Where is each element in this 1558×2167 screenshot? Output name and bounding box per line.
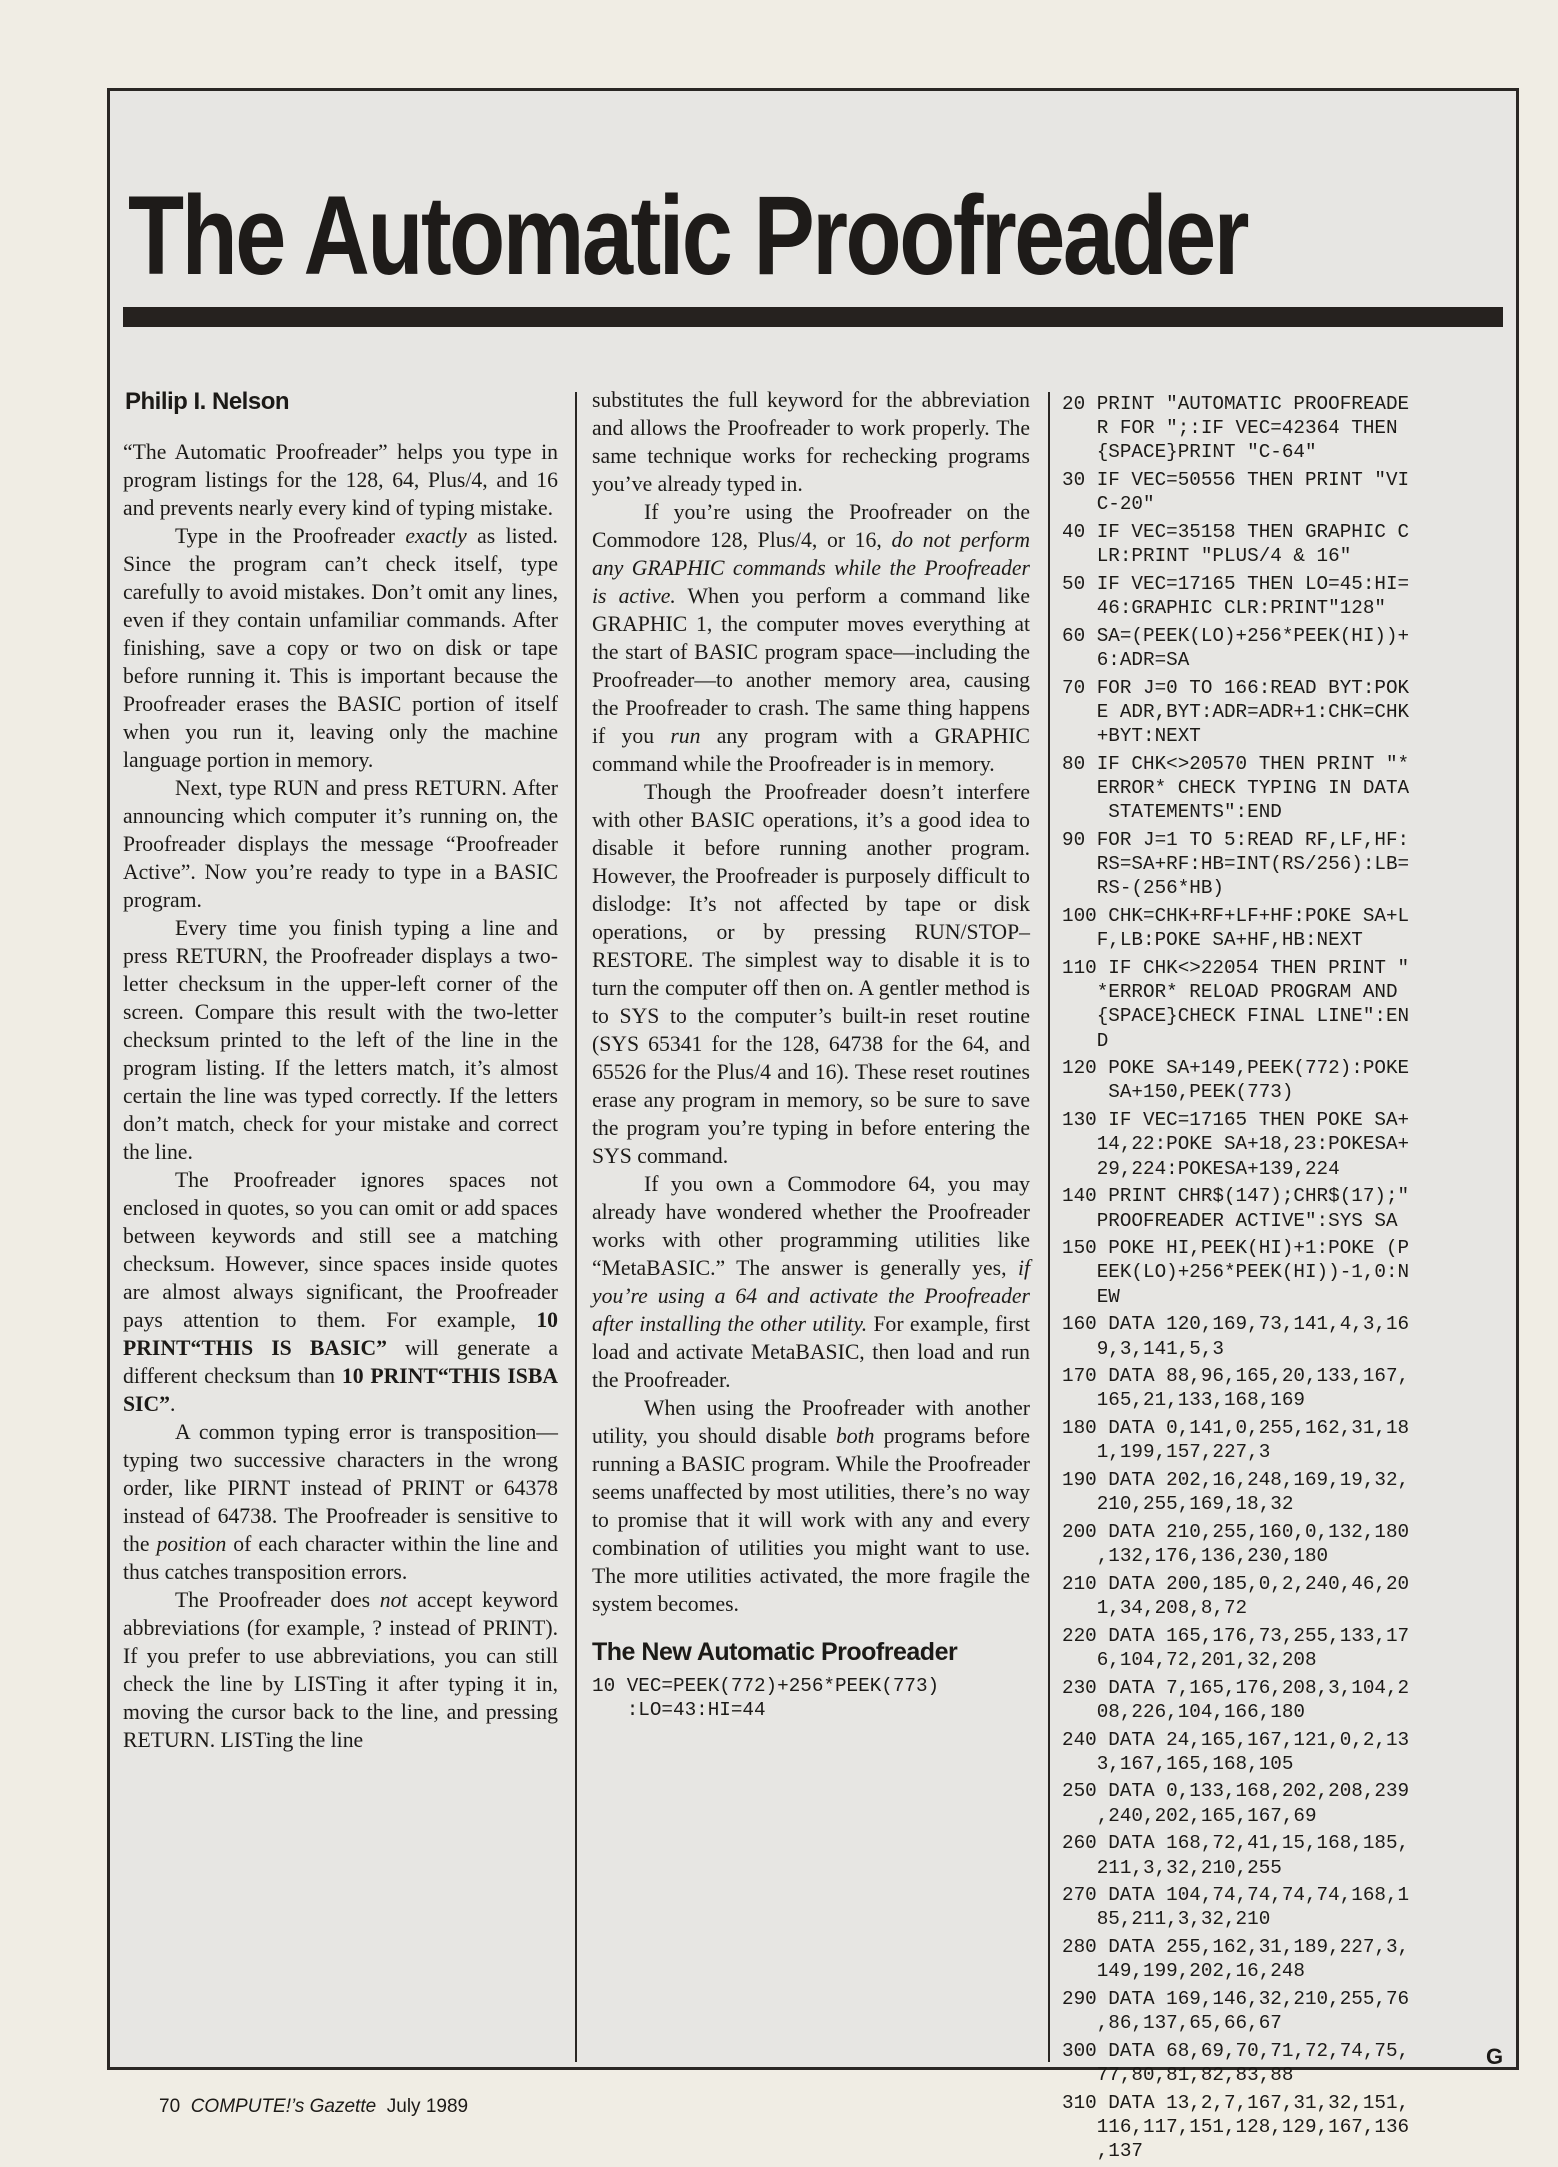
- paragraph: A common typing error is transposition—typing two successive characters in the wrong order, like PIRNT instead of PRINT or 64378 instead of 64738. The Proofreader is sensitive to the position of each character within the line and thus catches transposition errors.: [123, 1420, 558, 1584]
- code-line: 50 IF VEC=17165 THEN LO=45:HI= 46:GRAPHIC CLR:PRINT"128": [1062, 572, 1410, 620]
- code-line: 20 PRINT "AUTOMATIC PROOFREADE R FOR ";:IF VEC=42364 THEN {SPACE}PRINT "C-64": [1062, 393, 1410, 464]
- paragraph: Though the Proofreader doesn’t interfere with other BASIC operations, it’s a good idea to disable it before running another program. However, the Proofreader is purposely difficult to dislodge: It’s not affected by tape or disk operations, or by pressing RUN/STOP– RESTORE. The simplest way to disable it is to turn the computer off then on. A gentler method is to SYS to the computer’s built-in reset routine (SYS 65341 for the 128, 64738 for the 64, and 65526 for the Plus/4 and 16). These reset routines erase any program in memory, so be sure to save the program you’re typing in before entering the SYS command.: [592, 780, 1030, 1168]
- code-line: 40 IF VEC=35158 THEN GRAPHIC C LR:PRINT "PLUS/4 & 16": [1062, 521, 1410, 568]
- code-line: 90 FOR J=1 TO 5:READ RF,LF,HF: RS=SA+RF:HB=INT(RS/256):LB= RS-(256*HB): [1062, 828, 1410, 900]
- code-line: 220 DATA 165,176,73,255,133,17 6,104,72,201,32,208: [1062, 1624, 1410, 1671]
- page-number: 70: [159, 2096, 181, 2117]
- title-rule: [123, 307, 1503, 327]
- paragraph: The Proofreader ignores spaces not enclosed in quotes, so you can omit or add spaces between keywords and still see a matching checksum. However, since spaces inside quotes are almost always significant, the Proofreader pays attention to them. For example, 10 PRINT“THIS IS BASIC” will generate a different checksum than 10 PRINT“THIS ISBA SIC”.: [123, 1168, 558, 1416]
- code-line: 260 DATA 168,72,41,15,168,185, 211,3,32,210,255: [1062, 1832, 1410, 1879]
- paragraph: Type in the Proofreader exactly as listed. Since the program can’t check itself, type carefully to avoid mistakes. Don’t omit any lines, even if they contain unfamiliar commands. After finishing, save a copy or two on disk or tape before running it. This is important because the Proofreader erases the BASIC portion of itself when you run it, leaving only the machine language portion in memory.: [123, 524, 558, 772]
- issue-date: July 1989: [386, 2096, 469, 2117]
- paragraph: The Proofreader does not accept keyword abbreviations (for example, ? instead of PRINT). If you prefer to use abbreviations, you can still check the line by LISTing it after typing it in, moving the cursor back to the line, and pressing RETURN. LISTing the line: [123, 1588, 558, 1752]
- code-line: 120 POKE SA+149,PEEK(772):POKE SA+150,PEEK(773): [1062, 1057, 1410, 1104]
- column-divider: [1048, 392, 1050, 2062]
- code-line: 160 DATA 120,169,73,141,4,3,16 9,3,141,5,3: [1062, 1313, 1410, 1360]
- code-line: 250 DATA 0,133,168,202,208,239 ,240,202,165,167,69: [1062, 1780, 1410, 1827]
- code-line: 310 DATA 13,2,7,167,31,32,151, 116,117,151,128,129,167,136 ,137: [1062, 2091, 1410, 2163]
- code-line: 110 IF CHK<>22054 THEN PRINT " *ERROR* RELOAD PROGRAM AND {SPACE}CHECK FINAL LINE":EN D: [1062, 956, 1410, 1052]
- code-line: 60 SA=(PEEK(LO)+256*PEEK(HI))+ 6:ADR=SA: [1062, 624, 1410, 672]
- column-1: [123, 388, 558, 1754]
- paragraph: substitutes the full keyword for the abbreviation and allows the Proofreader to work properly. The same technique works for rechecking programs you’ve already typed in.: [592, 388, 1030, 496]
- listing-subheading: The New Automatic Proofreader: [592, 1638, 958, 1666]
- code-line: 80 IF CHK<>20570 THEN PRINT "* ERROR* CHECK TYPING IN DATA STATEMENTS":END: [1062, 752, 1410, 824]
- code-line: 230 DATA 7,165,176,208,3,104,2 08,226,104,166,180: [1062, 1676, 1410, 1723]
- article-title: The Automatic Proofreader: [128, 173, 1248, 298]
- code-line: 130 IF VEC=17165 THEN POKE SA+ 14,22:POKE SA+18,23:POKESA+ 29,224:POKESA+139,224: [1062, 1109, 1410, 1180]
- author-byline: Philip I. Nelson: [125, 388, 290, 415]
- code-line: 240 DATA 24,165,167,121,0,2,13 3,167,165,168,105: [1062, 1728, 1410, 1775]
- code-line: 180 DATA 0,141,0,255,162,31,18 1,199,157,227,3: [1062, 1417, 1410, 1464]
- code-line: 70 FOR J=0 TO 166:READ BYT:POK E ADR,BYT:ADR=ADR+1:CHK=CHK +BYT:NEXT: [1062, 676, 1410, 748]
- code-line: 290 DATA 169,146,32,210,255,76 ,86,137,65,66,67: [1062, 1988, 1410, 2035]
- code-line: 10 VEC=PEEK(772)+256*PEEK(773) :LO=43:HI=44: [592, 1675, 940, 1722]
- code-line: 100 CHK=CHK+RF+LF+HF:POKE SA+L F,LB:POKE SA+HF,HB:NEXT: [1062, 905, 1410, 952]
- code-line: 170 DATA 88,96,165,20,133,167, 165,21,133,168,169: [1062, 1365, 1410, 1412]
- magazine-name: COMPUTE!’s Gazette: [190, 2096, 377, 2117]
- code-line: 140 PRINT CHR$(147);CHR$(17);" PROOFREADER ACTIVE":SYS SA: [1062, 1185, 1410, 1232]
- column-3-body: [1062, 392, 1498, 2164]
- paragraph: Every time you finish typing a line and press RETURN, the Proofreader displays a two-letter checksum in the upper-left corner of the screen. Compare this result with the two-letter checksum printed to the left of the line in the program listing. If the letters match, it’s almost certain the line was typed correctly. If the letters don’t match, check for your mistake and correct the line.: [123, 916, 558, 1164]
- column-2: [592, 386, 1030, 1722]
- code-line: 270 DATA 104,74,74,74,74,168,1 85,211,3,32,210: [1062, 1884, 1410, 1931]
- paragraph: When using the Proofreader with another utility, you should disable both programs before running a BASIC program. While the Proofreader seems unaffected by most utilities, there’s no way to promise that it will work with any and every combination of utilities you might want to use. The more utilities activated, the more fragile the system becomes.: [592, 1396, 1030, 1616]
- paragraph: Next, type RUN and press RETURN. After announcing which computer it’s running on, the Proofreader displays the message “Proofreader Active”. Now you’re ready to type in a BASIC program.: [123, 776, 558, 912]
- code-line: 150 POKE HI,PEEK(HI)+1:POKE (P EEK(LO)+256*PEEK(HI))-1,0:N EW: [1062, 1237, 1410, 1308]
- paragraph: “The Automatic Proofreader” helps you type in program listings for the 128, 64, Plus/4, and 16 and prevents nearly every kind of typing mistake.: [123, 440, 558, 520]
- paragraph: If you’re using the Proofreader on the Commodore 128, Plus/4, or 16, do not perform any GRAPHIC commands while the Proofreader is active. When you perform a command like GRAPHIC 1, the computer moves everything at the start of BASIC program space—including the Proofreader—to another memory area, causing the Proofreader to crash. The same thing happens if you run any program with a GRAPHIC command while the Proofreader is in memory.: [592, 500, 1031, 776]
- paragraph: If you own a Commodore 64, you may already have wondered whether the Proofreader works with other programming utilities like “MetaBASIC.” The answer is generally yes, if you’re using a 64 and activate the Proofreader after installing the other utility. For example, first load and activate MetaBASIC, then load and run the Proofreader.: [592, 1172, 1030, 1392]
- page-footer: [107, 2096, 468, 2118]
- column-1-body: [123, 438, 558, 1754]
- column-divider: [575, 392, 577, 2062]
- column-3: [1062, 392, 1498, 2167]
- code-line: 200 DATA 210,255,160,0,132,180 ,132,176,136,230,180: [1062, 1520, 1410, 1568]
- code-line: 210 DATA 200,185,0,2,240,46,20 1,34,208,8,72: [1062, 1572, 1410, 1620]
- column-2-body: [592, 386, 1030, 1722]
- code-line: 280 DATA 255,162,31,189,227,3, 149,199,202,16,248: [1062, 1936, 1410, 1983]
- code-line: 190 DATA 202,16,248,169,19,32, 210,255,169,18,32: [1062, 1469, 1410, 1516]
- end-mark: G: [1486, 2044, 1504, 2069]
- code-line: 300 DATA 68,69,70,71,72,74,75, 77,80,81,82,83,88: [1062, 2040, 1410, 2087]
- code-line: 30 IF VEC=50556 THEN PRINT "VI C-20": [1062, 469, 1410, 516]
